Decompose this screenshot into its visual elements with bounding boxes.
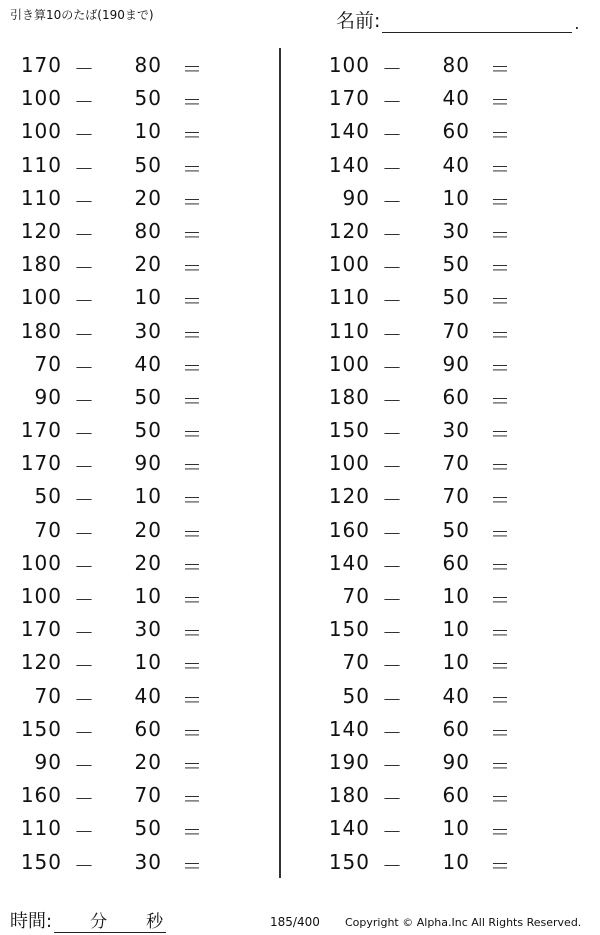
minus-sign: － xyxy=(382,123,403,148)
minus-sign: － xyxy=(74,554,95,579)
equals-sign: ＝ xyxy=(490,588,511,612)
subtrahend: 40 xyxy=(442,683,470,708)
minus-sign: － xyxy=(382,289,403,314)
subtrahend: 30 xyxy=(134,318,162,343)
minuend: 100 xyxy=(20,86,62,111)
subtrahend: 20 xyxy=(134,252,162,277)
minus-sign: － xyxy=(74,687,95,712)
minuend: 100 xyxy=(328,351,370,376)
minus-sign: － xyxy=(74,521,95,546)
equals-sign: ＝ xyxy=(182,554,203,579)
equals-sign: ＝ xyxy=(490,156,511,181)
equals-sign: ＝ xyxy=(490,488,511,513)
minus-sign: － xyxy=(382,355,403,380)
minuend: 110 xyxy=(20,185,62,210)
minus-sign: － xyxy=(74,455,95,480)
equals-sign: ＝ xyxy=(182,853,203,878)
minuend: 150 xyxy=(328,617,370,642)
minus-sign: － xyxy=(74,588,95,612)
minus-sign: － xyxy=(74,222,95,247)
minuend: 140 xyxy=(328,816,370,841)
subtrahend: 50 xyxy=(134,152,162,177)
equals-sign: ＝ xyxy=(182,222,203,247)
minuend: 150 xyxy=(328,418,370,443)
minus-sign: － xyxy=(382,422,403,447)
equals-sign: ＝ xyxy=(182,156,203,181)
subtrahend: 10 xyxy=(134,285,162,310)
equals-sign: ＝ xyxy=(490,289,511,314)
minuend: 100 xyxy=(328,53,370,77)
minus-sign: － xyxy=(382,455,403,480)
minuend: 100 xyxy=(328,451,370,476)
subtrahend: 60 xyxy=(442,119,470,144)
subtrahend: 20 xyxy=(134,550,162,575)
subtrahend: 10 xyxy=(442,617,470,642)
subtrahend: 50 xyxy=(134,816,162,841)
equals-sign: ＝ xyxy=(490,189,511,214)
subtrahend: 10 xyxy=(134,119,162,144)
minus-sign: － xyxy=(74,289,95,314)
subtrahend: 50 xyxy=(442,285,470,310)
subtrahend: 20 xyxy=(134,517,162,542)
equals-sign: ＝ xyxy=(490,90,511,115)
time-underline xyxy=(54,910,166,933)
subtrahend: 60 xyxy=(442,716,470,741)
minus-sign: － xyxy=(382,90,403,115)
minuend: 180 xyxy=(328,783,370,808)
equals-sign: ＝ xyxy=(182,753,203,778)
minus-sign: － xyxy=(74,388,95,413)
minus-sign: － xyxy=(382,488,403,513)
minuend: 110 xyxy=(328,318,370,343)
minuend: 110 xyxy=(328,285,370,310)
minus-sign: － xyxy=(382,621,403,646)
minus-sign: － xyxy=(74,853,95,878)
equals-sign: ＝ xyxy=(490,621,511,646)
minuend: 170 xyxy=(20,418,62,443)
minuend: 120 xyxy=(20,218,62,243)
subtrahend: 50 xyxy=(134,418,162,443)
subtrahend: 40 xyxy=(442,86,470,111)
minus-sign: － xyxy=(74,488,95,513)
equals-sign: ＝ xyxy=(490,654,511,679)
equals-sign: ＝ xyxy=(490,554,511,579)
minuend: 190 xyxy=(328,749,370,774)
copyright-text: Copyright © Alpha.Inc All Rights Reserved. xyxy=(345,916,582,929)
equals-sign: ＝ xyxy=(490,322,511,347)
subtrahend: 40 xyxy=(134,351,162,376)
minus-sign: － xyxy=(382,322,403,347)
minuend: 170 xyxy=(20,451,62,476)
minus-sign: － xyxy=(74,189,95,214)
minuend: 160 xyxy=(20,783,62,808)
equals-sign: ＝ xyxy=(490,521,511,546)
minuend: 120 xyxy=(328,484,370,509)
minuend: 100 xyxy=(328,252,370,277)
equals-sign: ＝ xyxy=(182,90,203,115)
page-number: 185/400 xyxy=(270,915,320,929)
subtrahend: 20 xyxy=(134,749,162,774)
minus-sign: － xyxy=(74,654,95,679)
minuend: 170 xyxy=(328,86,370,111)
minus-sign: － xyxy=(382,222,403,247)
minus-sign: － xyxy=(382,189,403,214)
subtrahend: 10 xyxy=(442,650,470,675)
equals-sign: ＝ xyxy=(182,189,203,214)
minus-sign: － xyxy=(74,621,95,646)
minuend: 100 xyxy=(20,584,62,608)
minuend: 140 xyxy=(328,152,370,177)
equals-sign: ＝ xyxy=(182,654,203,679)
subtrahend: 60 xyxy=(134,716,162,741)
minuend: 110 xyxy=(20,816,62,841)
equals-sign: ＝ xyxy=(490,853,511,878)
equals-sign: ＝ xyxy=(490,57,511,81)
subtrahend: 90 xyxy=(134,451,162,476)
minus-sign: － xyxy=(74,57,95,81)
minuend: 100 xyxy=(20,285,62,310)
minuend: 170 xyxy=(20,617,62,642)
minus-sign: － xyxy=(382,57,403,81)
subtrahend: 70 xyxy=(442,451,470,476)
subtrahend: 40 xyxy=(442,152,470,177)
minuend: 150 xyxy=(20,716,62,741)
minuend: 90 xyxy=(342,185,370,210)
minuend: 90 xyxy=(34,384,62,409)
equals-sign: ＝ xyxy=(182,455,203,480)
minus-sign: － xyxy=(382,687,403,712)
subtrahend: 10 xyxy=(442,185,470,210)
equals-sign: ＝ xyxy=(182,488,203,513)
minuend: 110 xyxy=(20,152,62,177)
minus-sign: － xyxy=(382,720,403,745)
minus-sign: － xyxy=(382,820,403,845)
minuend: 50 xyxy=(342,683,370,708)
minus-sign: － xyxy=(382,256,403,281)
equals-sign: ＝ xyxy=(182,256,203,281)
subtrahend: 30 xyxy=(442,418,470,443)
seconds-label: 秒 xyxy=(146,912,164,932)
subtrahend: 30 xyxy=(442,218,470,243)
subtrahend: 50 xyxy=(134,384,162,409)
minuend: 100 xyxy=(20,550,62,575)
minuend: 70 xyxy=(34,517,62,542)
minus-sign: － xyxy=(382,753,403,778)
minutes-label: 分 xyxy=(90,912,108,932)
subtrahend: 60 xyxy=(442,384,470,409)
minus-sign: － xyxy=(382,554,403,579)
equals-sign: ＝ xyxy=(182,422,203,447)
equals-sign: ＝ xyxy=(182,322,203,347)
minuend: 180 xyxy=(328,384,370,409)
equals-sign: ＝ xyxy=(490,820,511,845)
subtrahend: 30 xyxy=(134,849,162,874)
subtrahend: 70 xyxy=(442,484,470,509)
minuend: 170 xyxy=(20,53,62,77)
column-divider xyxy=(279,48,281,878)
minuend: 70 xyxy=(342,650,370,675)
minuend: 140 xyxy=(328,119,370,144)
subtrahend: 80 xyxy=(442,53,470,77)
subtrahend: 10 xyxy=(442,584,470,608)
equals-sign: ＝ xyxy=(182,621,203,646)
minus-sign: － xyxy=(74,355,95,380)
equals-sign: ＝ xyxy=(182,820,203,845)
subtrahend: 50 xyxy=(134,86,162,111)
equals-sign: ＝ xyxy=(490,720,511,745)
minuend: 140 xyxy=(328,716,370,741)
equals-sign: ＝ xyxy=(182,521,203,546)
subtrahend: 70 xyxy=(134,783,162,808)
equals-sign: ＝ xyxy=(490,455,511,480)
subtrahend: 90 xyxy=(442,351,470,376)
subtrahend: 60 xyxy=(442,550,470,575)
minus-sign: － xyxy=(74,123,95,148)
minuend: 120 xyxy=(20,650,62,675)
minuend: 70 xyxy=(34,683,62,708)
equals-sign: ＝ xyxy=(490,787,511,812)
subtrahend: 50 xyxy=(442,517,470,542)
minuend: 120 xyxy=(328,218,370,243)
minus-sign: － xyxy=(74,753,95,778)
minuend: 90 xyxy=(34,749,62,774)
equals-sign: ＝ xyxy=(490,687,511,712)
subtrahend: 90 xyxy=(442,749,470,774)
minuend: 50 xyxy=(34,484,62,509)
equals-sign: ＝ xyxy=(490,753,511,778)
equals-sign: ＝ xyxy=(490,388,511,413)
minuend: 100 xyxy=(20,119,62,144)
minus-sign: － xyxy=(382,654,403,679)
subtrahend: 50 xyxy=(442,252,470,277)
subtrahend: 40 xyxy=(134,683,162,708)
equals-sign: ＝ xyxy=(490,222,511,247)
minus-sign: － xyxy=(74,322,95,347)
minus-sign: － xyxy=(382,853,403,878)
equals-sign: ＝ xyxy=(182,388,203,413)
minus-sign: － xyxy=(74,90,95,115)
subtrahend: 10 xyxy=(134,650,162,675)
minuend: 70 xyxy=(342,584,370,608)
subtrahend: 60 xyxy=(442,783,470,808)
minus-sign: － xyxy=(74,820,95,845)
equals-sign: ＝ xyxy=(490,422,511,447)
minus-sign: － xyxy=(382,521,403,546)
name-field xyxy=(336,6,580,33)
minuend: 140 xyxy=(328,550,370,575)
subtrahend: 70 xyxy=(442,318,470,343)
equals-sign: ＝ xyxy=(182,720,203,745)
subtrahend: 80 xyxy=(134,53,162,77)
time-field xyxy=(10,907,166,933)
subtrahend: 20 xyxy=(134,185,162,210)
equals-sign: ＝ xyxy=(182,57,203,81)
minus-sign: － xyxy=(74,422,95,447)
subtrahend: 10 xyxy=(442,816,470,841)
name-period: . xyxy=(574,14,580,33)
minus-sign: － xyxy=(74,156,95,181)
worksheet-title: 引き算10のたば(190まで) xyxy=(10,8,154,22)
equals-sign: ＝ xyxy=(182,588,203,612)
name-underline xyxy=(382,10,572,33)
equals-sign: ＝ xyxy=(182,687,203,712)
equals-sign: ＝ xyxy=(490,355,511,380)
minus-sign: － xyxy=(382,787,403,812)
minus-sign: － xyxy=(382,388,403,413)
equals-sign: ＝ xyxy=(182,123,203,148)
equals-sign: ＝ xyxy=(490,256,511,281)
minuend: 180 xyxy=(20,252,62,277)
minuend: 160 xyxy=(328,517,370,542)
minuend: 150 xyxy=(20,849,62,874)
minuend: 180 xyxy=(20,318,62,343)
subtrahend: 30 xyxy=(134,617,162,642)
subtrahend: 10 xyxy=(442,849,470,874)
minus-sign: － xyxy=(74,256,95,281)
minus-sign: － xyxy=(74,720,95,745)
minus-sign: － xyxy=(382,156,403,181)
equals-sign: ＝ xyxy=(182,787,203,812)
subtrahend: 10 xyxy=(134,484,162,509)
minus-sign: － xyxy=(74,787,95,812)
equals-sign: ＝ xyxy=(182,289,203,314)
equals-sign: ＝ xyxy=(182,355,203,380)
time-label: 時間: xyxy=(10,911,53,932)
minuend: 70 xyxy=(34,351,62,376)
name-label: 名前: xyxy=(336,10,381,32)
subtrahend: 80 xyxy=(134,218,162,243)
minuend: 150 xyxy=(328,849,370,874)
subtrahend: 10 xyxy=(134,584,162,608)
minus-sign: － xyxy=(382,588,403,612)
equals-sign: ＝ xyxy=(490,123,511,148)
